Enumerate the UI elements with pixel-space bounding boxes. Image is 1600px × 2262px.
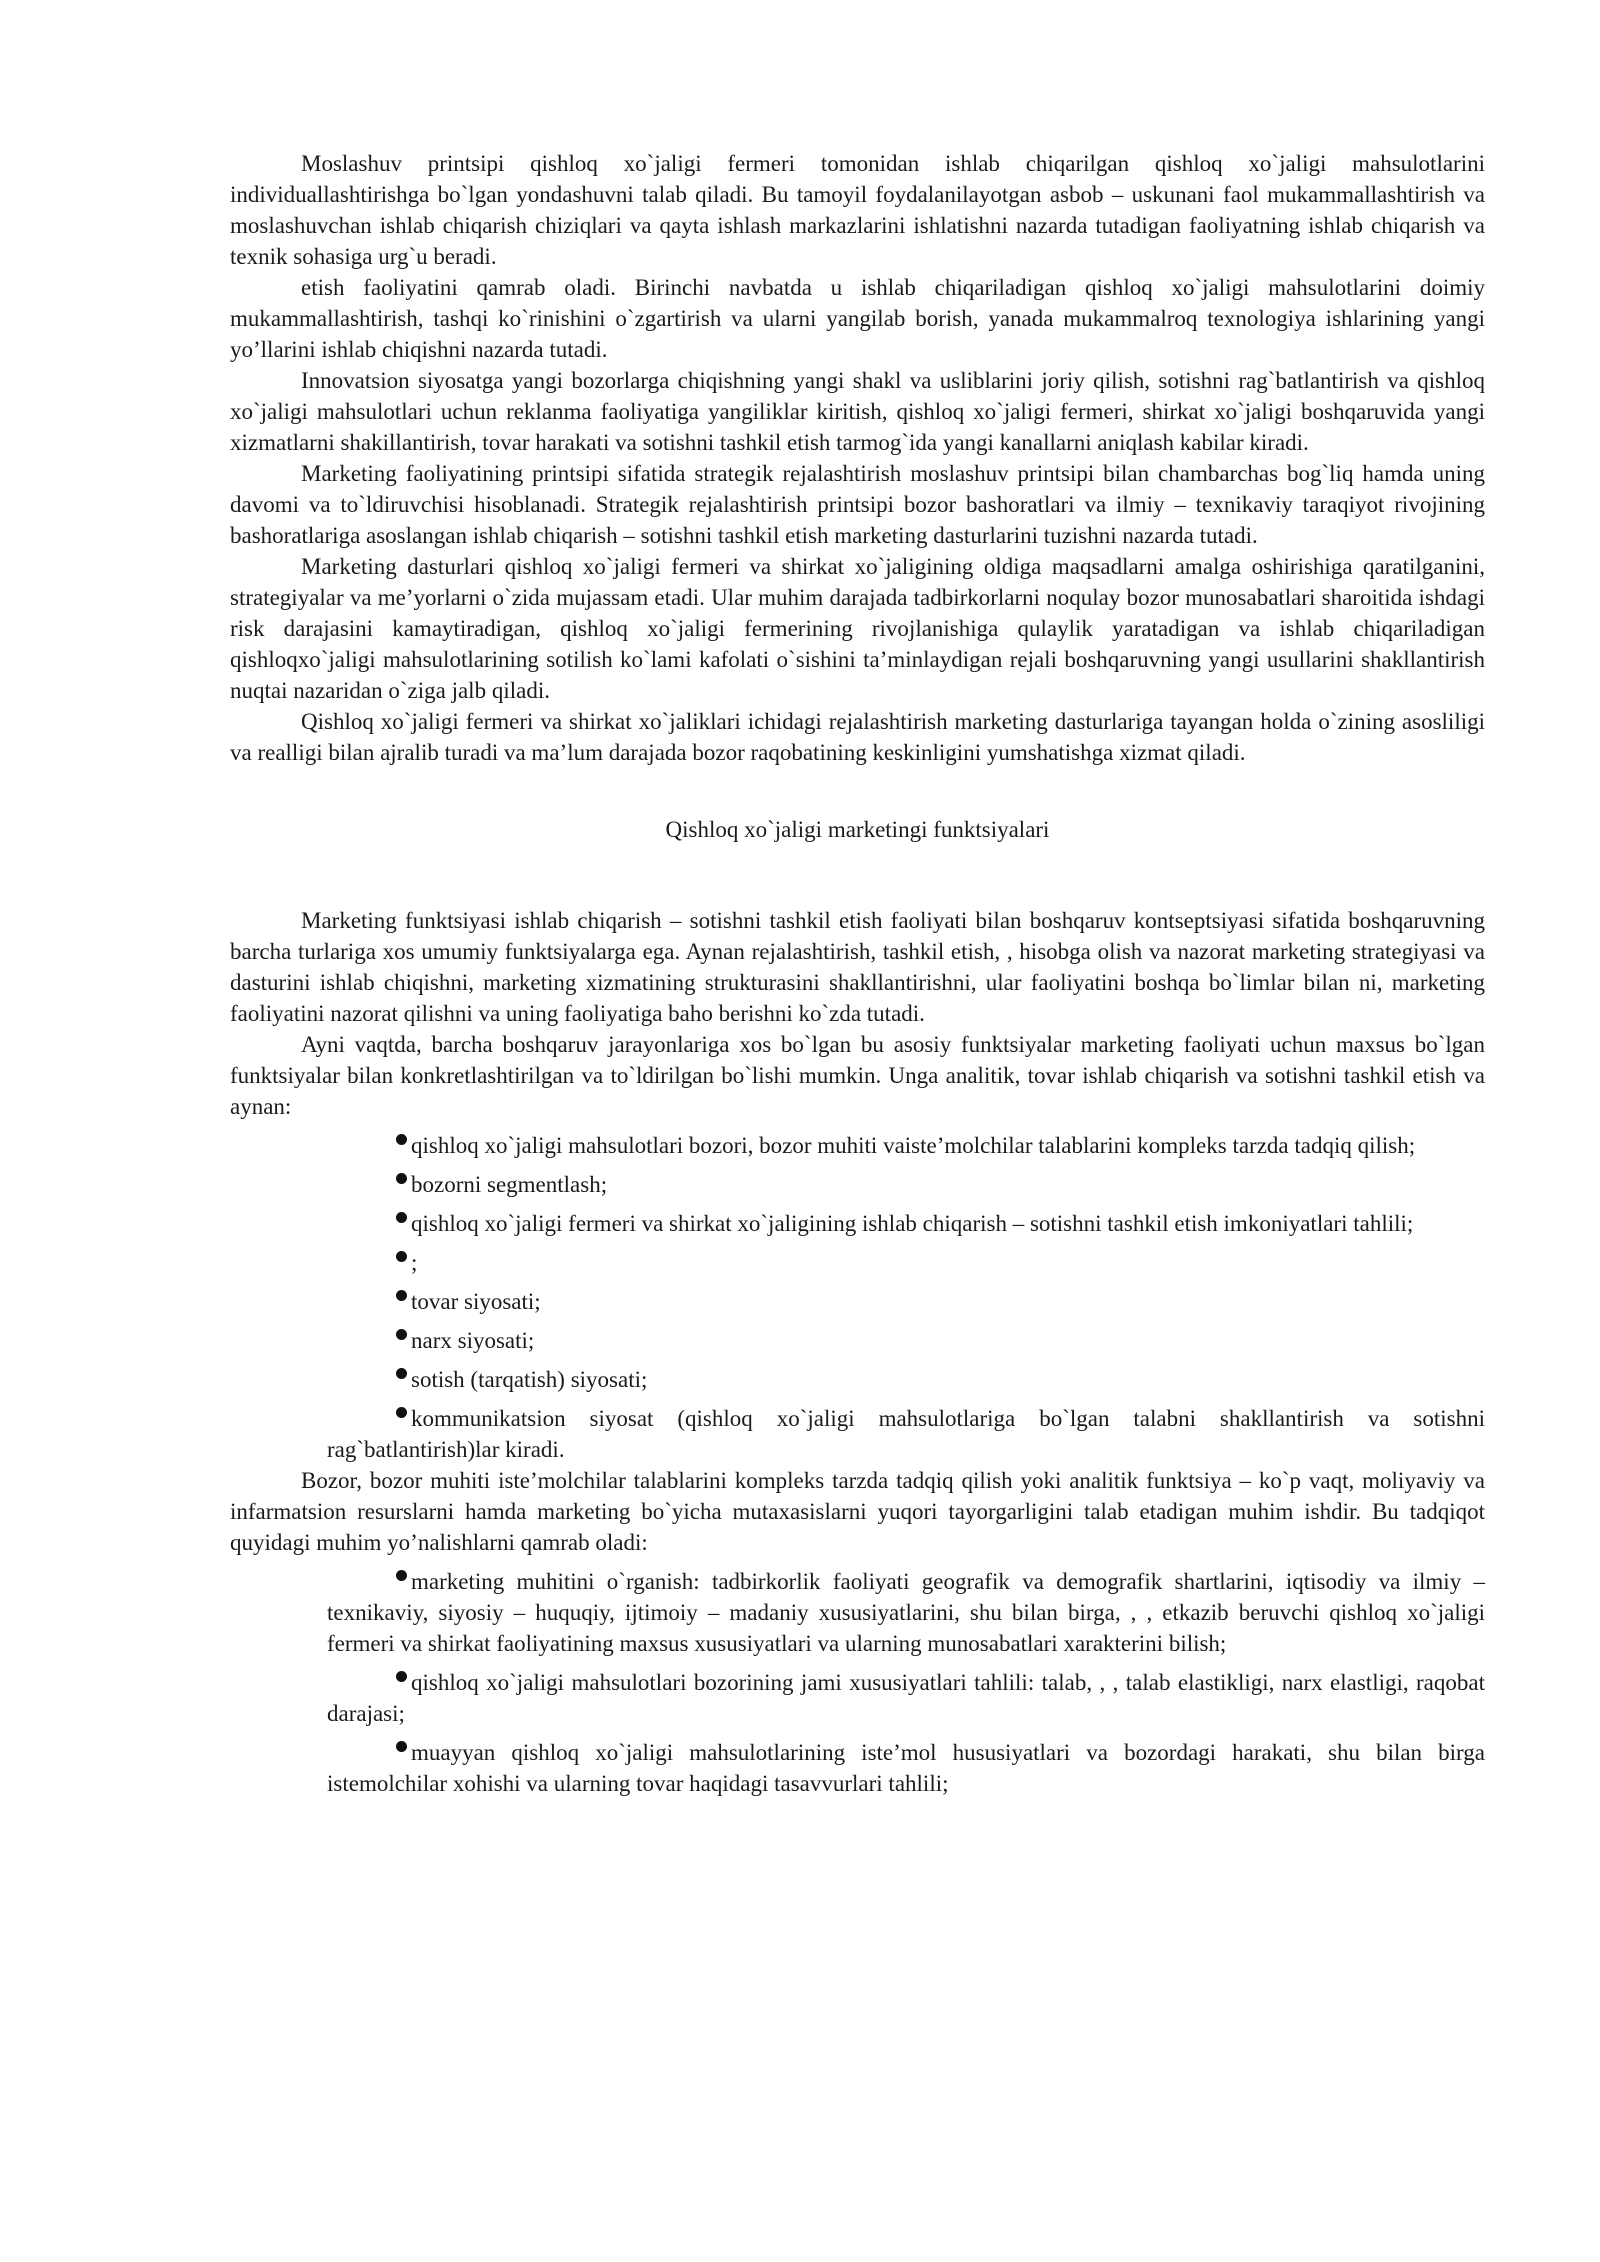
list-item (327, 1247, 1485, 1278)
list-item-text: narx siyosati; (411, 1328, 535, 1353)
bullet-icon (396, 1741, 407, 1752)
paragraph: etish faoliyatini qamrab oladi. Birinchi navbatda u ishlab chiqariladigan qishloq xo`jaligi mahsulotlarini doimiy mukammallashtirish, tashqi ko`rinishini o`zgartirish va ularni yangilab borish, yanada mukammalroq texnologiya ishlarining yangi yo’llarini ishlab chiqishni nazarda tutadi. (230, 275, 1485, 362)
list-item-text: bozorni segmentlash; (411, 1172, 608, 1197)
list-item (327, 1403, 1485, 1465)
section-heading: Qishloq xo`jaligi marketingi funktsiyalari (665, 817, 1050, 842)
bullet-icon (396, 1570, 407, 1581)
paragraph: Marketing dasturlari qishloq xo`jaligi fermeri va shirkat xo`jaligining oldiga maqsadlarni amalga oshirishiga qaratilganini, strategiyalar va me’yorlarni o`zida mujassam etadi. Ular muhim darajada tadbirkorlarni noqulay bozor munosabatlari sharoitida ishdagi risk darajasini kamaytiradigan, qishloq xo`jaligi fermerining rivojlanishiga qulaylik yaratadigan va ishlab chiqariladigan qishloqxo`jaligi mahsulotlarining sotilish ko`lami kafolati o`sishini ta’minlaydigan rejali boshqaruvning yangi usullarini shakllantirish nuqtai nazaridan o`ziga jalb qiladi. (230, 554, 1485, 703)
bullet-icon (396, 1134, 407, 1145)
list-item-text: kommunikatsion siyosat (qishloq xo`jaligi mahsulotlariga bo`lgan talabni shakllantirish va sotishni rag`batlantirish)lar kiradi. (327, 1406, 1485, 1462)
list-item (327, 1286, 1485, 1317)
paragraphs-top (230, 148, 1485, 768)
bullet-icon (396, 1212, 407, 1223)
list-item (327, 1325, 1485, 1356)
paragraph: Innovatsion siyosatga yangi bozorlarga chiqishning yangi shakl va usliblarini joriy qilish, sotishni rag`batlantirish va qishloq xo`jaligi mahsulotlari uchun reklanma faoliyatiga yangiliklar kiritish, qishloq xo`jaligi fermeri, shirkat xo`jaligi boshqaruvida yangi xizmatlarni shakillantirish, tovar harakati va sotishni tashkil etish tarmog`ida yangi kanallarni aniqlash kabilar kiradi. (230, 368, 1485, 455)
list-item-text: qishloq xo`jaligi fermeri va shirkat xo`jaligining ishlab chiqarish – sotishni tashkil etish imkoniyatlari tahlili; (411, 1211, 1414, 1236)
paragraph: Marketing funktsiyasi ishlab chiqarish – sotishni tashkil etish faoliyati bilan boshqaruv kontseptsiyasi sifatida boshqaruvning barcha turlariga xos umumiy funktsiyalarga ega. Aynan rejalashtirish, tashkil etish, , hisobga olish va nazorat marketing strategiyasi va dasturini ishlab chiqishni, marketing xizmatining strukturasini shakllantirishni, ular faoliyatini boshqa bo`limlar bilan ni, marketing faoliyatini nazorat qilishni va uning faoliyatiga baho berishni ko`zda tutadi. (230, 908, 1485, 1026)
bullet-icon (396, 1173, 407, 1184)
list-item-text: muayyan qishloq xo`jaligi mahsulotlarining iste’mol hususiyatlari va bozordagi harakati, shu bilan birga istemolchilar xohishi va ularning tovar haqidagi tasavvurlari tahlili; (327, 1740, 1485, 1796)
list-item-text: qishloq xo`jaligi mahsulotlari bozori, bozor muhiti vaiste’molchilar talablarini kompleks tarzda tadqiq qilish; (411, 1133, 1416, 1158)
list-item-text: qishloq xo`jaligi mahsulotlari bozorining jami xususiyatlari tahlili: talab, , , talab elastikligi, narx elastligi, raqobat darajasi; (327, 1670, 1485, 1726)
list-item-text: ; (411, 1250, 418, 1275)
list-item (327, 1737, 1485, 1799)
paragraph: Moslashuv printsipi qishloq xo`jaligi fermeri tomonidan ishlab chiqarilgan qishloq xo`jaligi mahsulotlarini individuallashtirishga bo`lgan yondashuvni talab qiladi. Bu tamoyil foydalanilayotgan asbob – uskunani faol mukammallashtirish va moslashuvchan ishlab chiqarish chiziqlari va qayta ishlash markazlarini ishlatishni nazarda tutadigan faoliyatning ishlab chiqarish va texnik sohasiga urg`u beradi. (230, 151, 1485, 269)
list-item-text: tovar siyosati; (411, 1289, 541, 1314)
bullet-icon (396, 1368, 407, 1379)
paragraph: Bozor, bozor muhiti iste’molchilar talablarini kompleks tarzda tadqiq qilish yoki analitik funktsiya – ko`p vaqt, moliyaviy va infarmatsion resurslarni hamda marketing bo`yicha mutaxasislarni yuqori tayorgarligini talab etadigan muhim ishdir. Bu tadqiqot quyidagi muhim yo’nalishlarni qamrab oladi: (230, 1468, 1485, 1555)
bullet-icon (396, 1329, 407, 1340)
list-item (327, 1667, 1485, 1729)
paragraphs-middle (230, 905, 1485, 1122)
paragraph: Ayni vaqtda, barcha boshqaruv jarayonlariga xos bo`lgan bu asosiy funktsiyalar marketing faoliyati uchun maxsus bo`lgan funktsiyalar bilan konkretlashtirilgan va to`ldirilgan bo`lishi mumkin. Unga analitik, tovar ishlab chiqarish va sotishni tashkil etish va aynan: (230, 1032, 1485, 1119)
list-item-text: marketing muhitini o`rganish: tadbirkorlik faoliyati geografik va demografik shartlarini, iqtisodiy va ilmiy – texnikaviy, siyosiy – huquqiy, ijtimoiy – madaniy xususiyatlarini, shu bilan birga, , , etkazib beruvchi qishloq xo`jaligi fermeri va shirkat faoliyatining maxsus xususiyatlari va ularning munosabatlari xarakterini bilish; (327, 1569, 1485, 1656)
list-item (327, 1130, 1485, 1161)
bullet-icon (396, 1290, 407, 1301)
bullet-icon (396, 1671, 407, 1682)
bullet-list-functions (230, 1130, 1485, 1465)
list-item (327, 1364, 1485, 1395)
list-item-text: sotish (tarqatish) siyosati; (411, 1367, 648, 1392)
bullet-list-research (230, 1566, 1485, 1799)
bullet-icon (396, 1251, 407, 1262)
list-item (327, 1169, 1485, 1200)
paragraph: Qishloq xo`jaligi fermeri va shirkat xo`jaliklari ichidagi rejalashtirish marketing dasturlariga tayangan holda o`zining asosliligi va realligi bilan ajralib turadi va ma’lum darajada bozor raqobatining keskinligini yumshatishga xizmat qiladi. (230, 709, 1485, 765)
list-item (327, 1208, 1485, 1239)
paragraph: Marketing faoliyatining printsipi sifatida strategik rejalashtirish moslashuv printsipi bilan chambarchas bog`liq hamda uning davomi va to`ldiruvchisi hisoblanadi. Strategik rejalashtirish printsipi bozor bashoratlari va ilmiy – texnikaviy taraqiyot rivojining bashoratlariga asoslangan ishlab chiqarish – sotishni tashkil etish marketing dasturlarini tuzishni nazarda tutadi. (230, 461, 1485, 548)
list-item (327, 1566, 1485, 1659)
bullet-icon (396, 1407, 407, 1418)
